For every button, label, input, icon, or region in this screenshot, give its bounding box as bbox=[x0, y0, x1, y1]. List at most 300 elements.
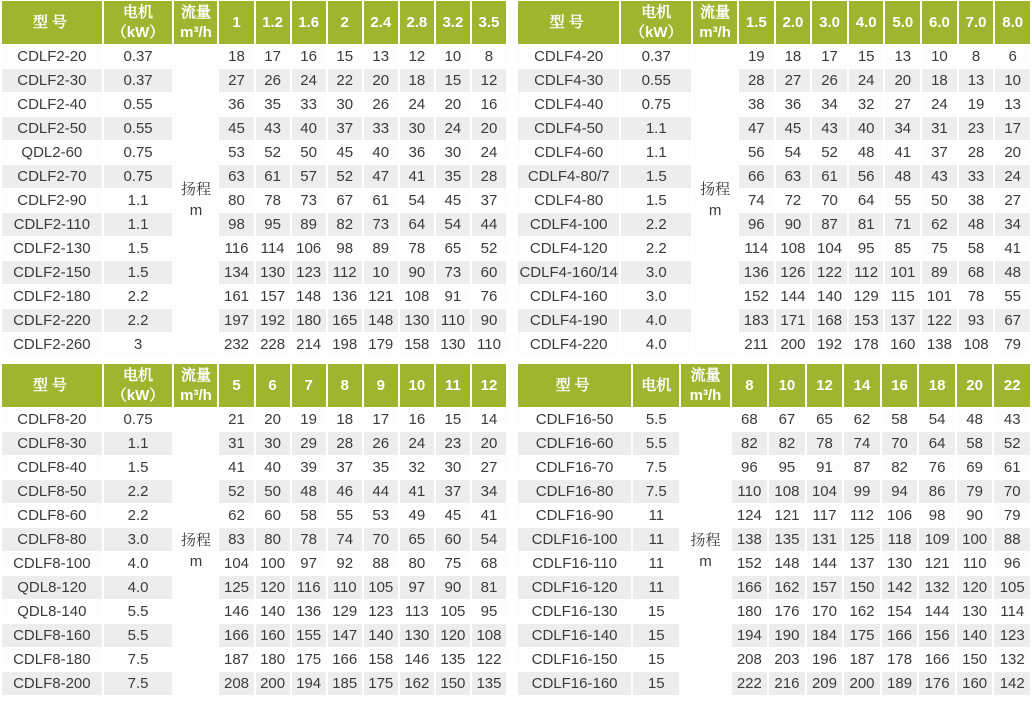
head-value-cell: 65 bbox=[400, 528, 434, 551]
head-value-cell: 130 bbox=[256, 261, 290, 284]
head-value-cell: 40 bbox=[849, 117, 884, 140]
head-value-cell: 48 bbox=[959, 213, 994, 236]
motor-kw-cell: 1.5 bbox=[621, 189, 691, 212]
motor-kw-cell: 1.1 bbox=[104, 189, 173, 212]
motor-kw-cell: 3.0 bbox=[104, 528, 173, 551]
model-cell: CDLF16-150 bbox=[518, 648, 631, 671]
table-row bbox=[2, 237, 506, 260]
model-cell: CDLF2-40 bbox=[2, 93, 102, 116]
table-row bbox=[518, 480, 1030, 503]
head-value-cell: 27 bbox=[885, 93, 920, 116]
head-value-cell: 196 bbox=[807, 648, 843, 671]
head-value-cell: 20 bbox=[364, 69, 398, 92]
head-value-cell: 175 bbox=[292, 648, 326, 671]
head-value-cell: 40 bbox=[364, 141, 398, 164]
head-value-cell: 26 bbox=[256, 69, 290, 92]
column-header-flow-value: 12 bbox=[807, 364, 843, 407]
head-value-cell: 12 bbox=[400, 45, 434, 68]
lift-head-unit-cell bbox=[174, 45, 217, 356]
table-row bbox=[518, 576, 1030, 599]
head-value-cell: 31 bbox=[219, 432, 253, 455]
model-cell: CDLF2-260 bbox=[2, 333, 102, 356]
head-value-cell: 144 bbox=[807, 552, 843, 575]
head-value-cell: 116 bbox=[292, 576, 326, 599]
head-value-cell: 140 bbox=[812, 285, 847, 308]
head-value-cell: 88 bbox=[364, 552, 398, 575]
head-value-cell: 14 bbox=[472, 408, 506, 431]
head-value-cell: 48 bbox=[885, 165, 920, 188]
motor-kw-cell: 4.0 bbox=[104, 576, 173, 599]
head-value-cell: 136 bbox=[739, 261, 774, 284]
table-row bbox=[2, 648, 506, 671]
head-value-cell: 96 bbox=[739, 213, 774, 236]
head-value-cell: 45 bbox=[219, 117, 253, 140]
head-value-cell: 99 bbox=[844, 480, 880, 503]
head-value-cell: 90 bbox=[957, 504, 993, 527]
table-row bbox=[518, 333, 1030, 356]
head-value-cell: 31 bbox=[922, 117, 957, 140]
head-value-cell: 146 bbox=[219, 600, 253, 623]
motor-kw-cell: 11 bbox=[633, 552, 679, 575]
column-header-flow-value: 12 bbox=[472, 364, 506, 407]
head-value-cell: 70 bbox=[812, 189, 847, 212]
head-value-cell: 45 bbox=[328, 141, 362, 164]
motor-kw-cell: 0.37 bbox=[621, 45, 691, 68]
head-value-cell: 179 bbox=[364, 333, 398, 356]
head-value-cell: 78 bbox=[400, 237, 434, 260]
head-value-cell: 120 bbox=[256, 576, 290, 599]
head-value-cell: 54 bbox=[919, 408, 955, 431]
head-value-cell: 38 bbox=[739, 93, 774, 116]
header-line: （kW） bbox=[111, 386, 165, 404]
model-cell: CDLF4-160 bbox=[518, 285, 619, 308]
head-value-cell: 110 bbox=[957, 552, 993, 575]
head-value-cell: 44 bbox=[472, 213, 506, 236]
column-header-flow-value: 8.0 bbox=[995, 1, 1030, 44]
motor-kw-cell: 1.1 bbox=[621, 117, 691, 140]
motor-kw-cell: 4.0 bbox=[104, 552, 173, 575]
head-value-cell: 40 bbox=[256, 456, 290, 479]
head-value-cell: 108 bbox=[769, 480, 805, 503]
head-value-cell: 55 bbox=[995, 285, 1030, 308]
head-value-cell: 171 bbox=[776, 309, 811, 332]
head-value-cell: 117 bbox=[807, 504, 843, 527]
head-value-cell: 120 bbox=[436, 624, 470, 647]
table-row bbox=[518, 213, 1030, 236]
head-value-cell: 46 bbox=[328, 480, 362, 503]
head-value-cell: 58 bbox=[959, 237, 994, 260]
table-row bbox=[518, 117, 1030, 140]
table-row bbox=[2, 504, 506, 527]
head-value-cell: 70 bbox=[364, 528, 398, 551]
head-value-cell: 90 bbox=[776, 213, 811, 236]
head-value-cell: 30 bbox=[328, 93, 362, 116]
head-value-cell: 134 bbox=[219, 261, 253, 284]
header-line: m³/h bbox=[180, 23, 212, 41]
head-value-cell: 17 bbox=[364, 408, 398, 431]
head-value-cell: 64 bbox=[919, 432, 955, 455]
head-value-cell: 197 bbox=[219, 309, 253, 332]
head-value-cell: 49 bbox=[400, 504, 434, 527]
head-value-cell: 83 bbox=[219, 528, 253, 551]
pump-table-cdlf8 bbox=[0, 363, 508, 696]
head-value-cell: 24 bbox=[436, 117, 470, 140]
model-cell: CDLF8-80 bbox=[2, 528, 102, 551]
head-value-cell: 180 bbox=[732, 600, 768, 623]
column-header-flow-value: 5.0 bbox=[885, 1, 920, 44]
head-value-cell: 56 bbox=[849, 165, 884, 188]
table-row bbox=[518, 552, 1030, 575]
head-value-cell: 82 bbox=[882, 456, 918, 479]
head-value-cell: 98 bbox=[219, 213, 253, 236]
head-value-cell: 162 bbox=[769, 576, 805, 599]
head-value-cell: 33 bbox=[959, 165, 994, 188]
column-header-flow bbox=[693, 1, 737, 44]
head-value-cell: 78 bbox=[807, 432, 843, 455]
head-value-cell: 82 bbox=[328, 213, 362, 236]
model-cell: CDLF8-30 bbox=[2, 432, 102, 455]
table-row bbox=[2, 333, 506, 356]
head-value-cell: 129 bbox=[328, 600, 362, 623]
head-value-cell: 94 bbox=[882, 480, 918, 503]
head-value-cell: 27 bbox=[219, 69, 253, 92]
head-value-cell: 24 bbox=[849, 69, 884, 92]
head-value-cell: 61 bbox=[256, 165, 290, 188]
head-value-cell: 79 bbox=[994, 504, 1030, 527]
head-value-cell: 24 bbox=[472, 141, 506, 164]
head-value-cell: 121 bbox=[364, 285, 398, 308]
header-line: 流量 bbox=[180, 4, 211, 21]
column-header-flow-value: 2.8 bbox=[400, 1, 434, 44]
head-value-cell: 144 bbox=[776, 285, 811, 308]
column-header-flow-value: 1.5 bbox=[739, 1, 774, 44]
table-row bbox=[518, 93, 1030, 116]
head-value-cell: 87 bbox=[844, 456, 880, 479]
head-value-cell: 120 bbox=[957, 576, 993, 599]
head-value-cell: 146 bbox=[400, 648, 434, 671]
head-value-cell: 78 bbox=[292, 528, 326, 551]
head-value-cell: 211 bbox=[739, 333, 774, 356]
column-header-flow-value: 9 bbox=[364, 364, 398, 407]
header-line: 电机 bbox=[123, 367, 154, 384]
head-value-cell: 19 bbox=[739, 45, 774, 68]
head-value-cell: 166 bbox=[919, 648, 955, 671]
head-value-cell: 137 bbox=[885, 309, 920, 332]
head-value-cell: 55 bbox=[328, 504, 362, 527]
head-value-cell: 108 bbox=[776, 237, 811, 260]
head-value-cell: 166 bbox=[732, 576, 768, 599]
column-header-flow-value: 22 bbox=[994, 364, 1030, 407]
column-header-model: 型号 bbox=[2, 364, 102, 407]
head-value-cell: 156 bbox=[919, 624, 955, 647]
column-header-flow-value: 6 bbox=[256, 364, 290, 407]
head-value-cell: 131 bbox=[807, 528, 843, 551]
head-value-cell: 81 bbox=[472, 576, 506, 599]
model-cell: CDLF2-70 bbox=[2, 165, 102, 188]
pump-table-cdlf16 bbox=[516, 363, 1032, 696]
motor-kw-cell: 2.2 bbox=[104, 309, 173, 332]
head-value-cell: 114 bbox=[256, 237, 290, 260]
head-value-cell: 32 bbox=[400, 456, 434, 479]
table-row bbox=[2, 213, 506, 236]
head-value-cell: 28 bbox=[739, 69, 774, 92]
column-header-model: 型号 bbox=[2, 1, 102, 44]
head-value-cell: 162 bbox=[844, 600, 880, 623]
table-row bbox=[2, 408, 506, 431]
head-value-cell: 208 bbox=[732, 648, 768, 671]
head-value-cell: 67 bbox=[769, 408, 805, 431]
motor-kw-cell: 1.5 bbox=[104, 456, 173, 479]
head-value-cell: 73 bbox=[436, 261, 470, 284]
head-value-cell: 85 bbox=[885, 237, 920, 260]
head-value-cell: 95 bbox=[849, 237, 884, 260]
model-cell: CDLF4-220 bbox=[518, 333, 619, 356]
head-value-cell: 41 bbox=[400, 480, 434, 503]
head-value-cell: 180 bbox=[292, 309, 326, 332]
head-value-cell: 24 bbox=[400, 432, 434, 455]
table-row bbox=[2, 117, 506, 140]
model-cell: CDLF8-200 bbox=[2, 672, 102, 695]
head-value-cell: 32 bbox=[849, 93, 884, 116]
motor-kw-cell: 2.2 bbox=[104, 480, 173, 503]
head-value-cell: 125 bbox=[844, 528, 880, 551]
head-value-cell: 62 bbox=[922, 213, 957, 236]
head-value-cell: 16 bbox=[472, 93, 506, 116]
head-value-cell: 91 bbox=[436, 285, 470, 308]
head-value-cell: 89 bbox=[364, 237, 398, 260]
head-value-cell: 82 bbox=[769, 432, 805, 455]
head-value-cell: 34 bbox=[885, 117, 920, 140]
head-value-cell: 209 bbox=[807, 672, 843, 695]
table-row bbox=[518, 141, 1030, 164]
motor-kw-cell: 15 bbox=[633, 648, 679, 671]
motor-kw-cell: 0.37 bbox=[104, 69, 173, 92]
head-value-cell: 90 bbox=[436, 576, 470, 599]
head-value-cell: 37 bbox=[328, 117, 362, 140]
head-value-cell: 12 bbox=[472, 69, 506, 92]
head-value-cell: 30 bbox=[436, 456, 470, 479]
motor-kw-cell: 7.5 bbox=[104, 648, 173, 671]
head-value-cell: 21 bbox=[219, 408, 253, 431]
model-cell: CDLF16-70 bbox=[518, 456, 631, 479]
head-value-cell: 73 bbox=[292, 189, 326, 212]
head-value-cell: 29 bbox=[292, 432, 326, 455]
motor-kw-cell: 0.75 bbox=[104, 408, 173, 431]
head-value-cell: 187 bbox=[219, 648, 253, 671]
table-row bbox=[518, 261, 1030, 284]
table-row bbox=[518, 237, 1030, 260]
head-value-cell: 52 bbox=[328, 165, 362, 188]
head-value-cell: 44 bbox=[364, 480, 398, 503]
column-header-flow-value: 2.0 bbox=[776, 1, 811, 44]
head-value-cell: 26 bbox=[364, 93, 398, 116]
head-value-cell: 228 bbox=[256, 333, 290, 356]
head-value-cell: 148 bbox=[769, 552, 805, 575]
column-header-flow-value: 7 bbox=[292, 364, 326, 407]
model-cell: CDLF8-100 bbox=[2, 552, 102, 575]
head-value-cell: 132 bbox=[919, 576, 955, 599]
head-value-cell: 176 bbox=[919, 672, 955, 695]
model-cell: CDLF16-60 bbox=[518, 432, 631, 455]
column-header-flow-value: 18 bbox=[919, 364, 955, 407]
head-value-cell: 27 bbox=[472, 456, 506, 479]
header-line: m³/h bbox=[689, 386, 722, 404]
header-line: 流量 bbox=[180, 367, 211, 384]
model-cell: CDLF16-130 bbox=[518, 600, 631, 623]
head-value-cell: 135 bbox=[436, 648, 470, 671]
head-value-cell: 192 bbox=[256, 309, 290, 332]
column-header-flow-value: 7.0 bbox=[959, 1, 994, 44]
head-value-cell: 110 bbox=[472, 333, 506, 356]
head-value-cell: 160 bbox=[885, 333, 920, 356]
column-header-flow bbox=[681, 364, 729, 407]
table-row bbox=[518, 600, 1030, 623]
table-row bbox=[518, 408, 1030, 431]
head-value-cell: 108 bbox=[959, 333, 994, 356]
head-value-cell: 185 bbox=[328, 672, 362, 695]
head-value-cell: 124 bbox=[732, 504, 768, 527]
head-value-cell: 41 bbox=[219, 456, 253, 479]
table-row bbox=[518, 504, 1030, 527]
column-header-flow-value: 5 bbox=[219, 364, 253, 407]
head-value-cell: 95 bbox=[256, 213, 290, 236]
motor-kw-cell: 5.5 bbox=[104, 600, 173, 623]
head-value-cell: 76 bbox=[472, 285, 506, 308]
model-cell: CDLF4-20 bbox=[518, 45, 619, 68]
column-header-flow-value: 3.0 bbox=[812, 1, 847, 44]
head-value-cell: 58 bbox=[957, 432, 993, 455]
head-value-cell: 200 bbox=[844, 672, 880, 695]
head-value-cell: 62 bbox=[844, 408, 880, 431]
head-value-cell: 52 bbox=[219, 480, 253, 503]
motor-kw-cell: 2.2 bbox=[621, 237, 691, 260]
head-value-cell: 30 bbox=[256, 432, 290, 455]
head-value-cell: 39 bbox=[292, 456, 326, 479]
head-value-cell: 166 bbox=[328, 648, 362, 671]
head-value-cell: 170 bbox=[807, 600, 843, 623]
head-value-cell: 43 bbox=[994, 408, 1030, 431]
head-value-cell: 108 bbox=[400, 285, 434, 308]
head-value-cell: 95 bbox=[472, 600, 506, 623]
head-value-cell: 89 bbox=[292, 213, 326, 236]
head-value-cell: 96 bbox=[994, 552, 1030, 575]
header-line: 扬程 bbox=[180, 532, 211, 550]
model-cell: CDLF8-180 bbox=[2, 648, 102, 671]
head-value-cell: 104 bbox=[812, 237, 847, 260]
head-value-cell: 41 bbox=[400, 165, 434, 188]
motor-kw-cell: 11 bbox=[633, 528, 679, 551]
head-value-cell: 67 bbox=[995, 309, 1030, 332]
motor-kw-cell: 4.0 bbox=[621, 309, 691, 332]
model-cell: CDLF16-160 bbox=[518, 672, 631, 695]
head-value-cell: 33 bbox=[292, 93, 326, 116]
head-value-cell: 26 bbox=[812, 69, 847, 92]
table-row bbox=[2, 480, 506, 503]
motor-kw-cell: 0.75 bbox=[104, 165, 173, 188]
table-row bbox=[2, 432, 506, 455]
model-cell: CDLF16-140 bbox=[518, 624, 631, 647]
head-value-cell: 54 bbox=[472, 528, 506, 551]
head-value-cell: 55 bbox=[885, 189, 920, 212]
motor-kw-cell: 5.5 bbox=[633, 408, 679, 431]
head-value-cell: 110 bbox=[732, 480, 768, 503]
column-header-flow-value: 4.0 bbox=[849, 1, 884, 44]
head-value-cell: 130 bbox=[882, 552, 918, 575]
motor-kw-cell: 7.5 bbox=[633, 456, 679, 479]
header-line: （kW） bbox=[111, 23, 165, 41]
head-value-cell: 65 bbox=[807, 408, 843, 431]
head-value-cell: 178 bbox=[849, 333, 884, 356]
head-value-cell: 20 bbox=[885, 69, 920, 92]
head-value-cell: 50 bbox=[256, 480, 290, 503]
head-value-cell: 18 bbox=[776, 45, 811, 68]
head-value-cell: 175 bbox=[844, 624, 880, 647]
head-value-cell: 125 bbox=[219, 576, 253, 599]
head-value-cell: 61 bbox=[994, 456, 1030, 479]
head-value-cell: 15 bbox=[436, 69, 470, 92]
head-value-cell: 48 bbox=[849, 141, 884, 164]
head-value-cell: 142 bbox=[882, 576, 918, 599]
motor-kw-cell: 15 bbox=[633, 672, 679, 695]
column-header-flow-value: 1.6 bbox=[292, 1, 326, 44]
head-value-cell: 79 bbox=[995, 333, 1030, 356]
head-value-cell: 100 bbox=[256, 552, 290, 575]
motor-kw-cell: 5.5 bbox=[104, 624, 173, 647]
head-value-cell: 70 bbox=[882, 432, 918, 455]
head-value-cell: 157 bbox=[256, 285, 290, 308]
head-value-cell: 158 bbox=[364, 648, 398, 671]
head-value-cell: 123 bbox=[994, 624, 1030, 647]
motor-kw-cell: 0.75 bbox=[104, 141, 173, 164]
header-row bbox=[2, 364, 506, 407]
header-line: m bbox=[708, 201, 722, 219]
head-value-cell: 30 bbox=[400, 117, 434, 140]
head-value-cell: 24 bbox=[292, 69, 326, 92]
model-cell: CDLF2-130 bbox=[2, 237, 102, 260]
head-value-cell: 70 bbox=[994, 480, 1030, 503]
head-value-cell: 57 bbox=[292, 165, 326, 188]
head-value-cell: 13 bbox=[885, 45, 920, 68]
head-value-cell: 160 bbox=[256, 624, 290, 647]
head-value-cell: 76 bbox=[919, 456, 955, 479]
motor-kw-cell: 3.0 bbox=[621, 261, 691, 284]
head-value-cell: 54 bbox=[400, 189, 434, 212]
head-value-cell: 18 bbox=[400, 69, 434, 92]
head-value-cell: 18 bbox=[219, 45, 253, 68]
head-value-cell: 64 bbox=[849, 189, 884, 212]
table-row bbox=[2, 552, 506, 575]
head-value-cell: 104 bbox=[807, 480, 843, 503]
model-cell: CDLF16-100 bbox=[518, 528, 631, 551]
head-value-cell: 19 bbox=[292, 408, 326, 431]
head-value-cell: 166 bbox=[219, 624, 253, 647]
header-line: m³/h bbox=[180, 386, 212, 404]
head-value-cell: 97 bbox=[292, 552, 326, 575]
lift-head-unit-cell bbox=[693, 45, 737, 356]
head-value-cell: 66 bbox=[739, 165, 774, 188]
column-header-flow bbox=[174, 364, 217, 407]
column-header-flow-value: 14 bbox=[844, 364, 880, 407]
head-value-cell: 123 bbox=[292, 261, 326, 284]
head-value-cell: 129 bbox=[849, 285, 884, 308]
head-value-cell: 183 bbox=[739, 309, 774, 332]
table-row bbox=[518, 69, 1030, 92]
head-value-cell: 148 bbox=[364, 309, 398, 332]
table-row bbox=[2, 165, 506, 188]
head-value-cell: 93 bbox=[959, 309, 994, 332]
motor-kw-cell: 1.1 bbox=[104, 213, 173, 236]
head-value-cell: 74 bbox=[739, 189, 774, 212]
